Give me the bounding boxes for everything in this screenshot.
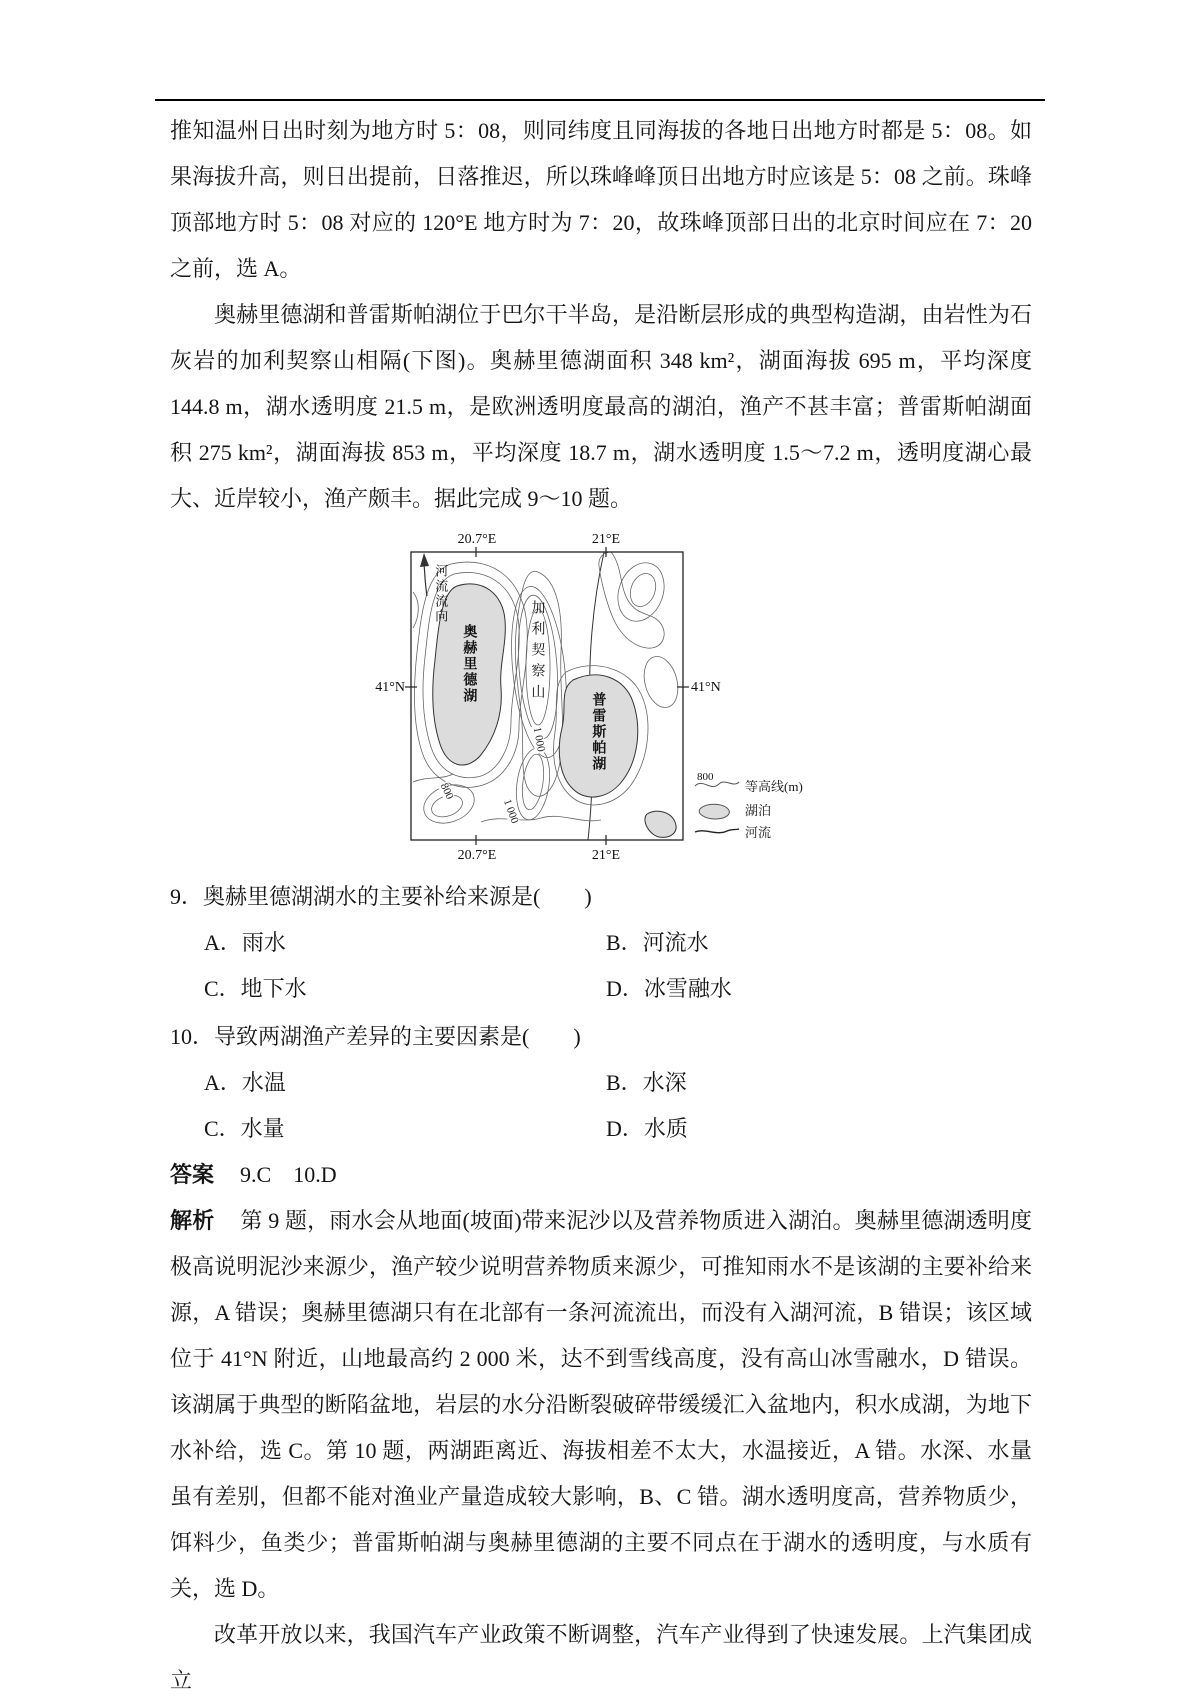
q9-option-d: D．冰雪融水: [606, 976, 732, 1001]
legend-lake-symbol: [699, 804, 729, 819]
paragraph-lakes-intro: 奥赫里德湖和普雷斯帕湖位于巴尔干半岛，是沿断层形成的典型构造湖，由岩性为石灰岩的加利契察山相隔(下图)。奥赫里德湖面积 348 km²，湖面海拔 695 m，平均深度 144.8 m，湖水透明度 21.5 m，是欧洲透明度最高的湖泊，渔产不甚丰富；普雷斯帕湖面积 275 km²，湖面海拔 853 m，平均深度 18.7 m，湖水透明度 1.5～7.2 m，透明度湖心最大、近岸较小，渔产颇丰。据此完成 9～10 题。: [170, 302, 1032, 511]
lake-ohrid-label: 奥赫里德湖: [461, 624, 477, 704]
page-content: [170, 108, 1032, 1698]
mountain-galicica-label: 加利契察山: [529, 600, 545, 705]
legend-contour-value: 800: [697, 771, 714, 783]
lon-label-bottom-right: 21°E: [591, 848, 621, 863]
question-9-options: [170, 920, 1032, 1012]
q10-option-a: A．水温: [204, 1070, 286, 1095]
answer-value: 9.C 10.D: [240, 1162, 337, 1187]
lon-label-top-right: 21°E: [591, 532, 621, 547]
legend-river-symbol: [695, 829, 739, 833]
paragraph-auto-industry: 改革开放以来，我国汽车产业政策不断调整，汽车产业得到了快速发展。上汽集团成立: [170, 1622, 1032, 1693]
answer-label: 答案: [170, 1162, 215, 1187]
page-top-rule: [155, 99, 1045, 101]
lake-prespa-label: 普雷斯帕湖: [590, 692, 606, 772]
question-10-stem: 10．导致两湖渔产差异的主要因素是( ): [170, 1024, 581, 1049]
contour-value-800: 800: [437, 781, 456, 802]
q10-option-c: C．水量: [204, 1116, 285, 1141]
q9-option-a: A．雨水: [204, 930, 286, 955]
question-10-options: [170, 1060, 1032, 1152]
contour-value-1000-a: 1 000: [530, 726, 547, 753]
q9-option-b: B．河流水: [606, 930, 709, 955]
legend-contour-label: 等高线(m): [745, 779, 803, 794]
topographic-map-figure: [361, 532, 841, 870]
lon-label-top-left: 20.7°E: [457, 532, 497, 547]
legend-river-label: 河流: [745, 825, 772, 840]
legend-lake-label: 湖泊: [745, 803, 772, 818]
analysis-label: 解析: [170, 1208, 215, 1233]
analysis-text: 第 9 题，雨水会从地面(坡面)带来泥沙以及营养物质进入湖泊。奥赫里德湖透明度极高说明泥沙来源少，渔产较少说明营养物质来源少，可推知雨水不是该湖的主要补给来源，A 错误；奥赫里德湖只有在北部有一条河流流出，而没有入湖河流，B 错误；该区域位于 41°N 附近，山地最高约 2 000 米，达不到雪线高度，没有高山冰雪融水，D 错误。该湖属于典型的断陷盆地，岩层的水分沿断裂破碎带缓缓汇入盆地内，积水成湖，为地下水补给，选 C。第 10 题，两湖距离近、海拔相差不太大，水温接近，A 错。水深、水量虽有差别，但都不能对渔业产量造成较大影响，B、C 错。湖水透明度高，营养物质少，饵料少，鱼类少；普雷斯帕湖与奥赫里德湖的主要不同点在于湖水的透明度，与水质有关，选 D。: [170, 1208, 1032, 1601]
answer-line: [170, 1152, 1032, 1198]
q9-option-c: C．地下水: [204, 976, 307, 1001]
lat-label-left: 41°N: [375, 680, 405, 695]
small-lake-shape: [645, 811, 676, 837]
lon-label-bottom-left: 20.7°E: [457, 848, 497, 863]
q10-option-b: B．水深: [606, 1070, 687, 1095]
contour-value-1000-b: 1 000: [500, 797, 521, 826]
river-flow-arrow: [420, 553, 429, 596]
paragraph-sunrise-analysis: 推知温州日出时刻为地方时 5：08，则同纬度且同海拔的各地日出地方时都是 5：08。如果海拔升高，则日出提前，日落推迟，所以珠峰峰顶日出地方时应该是 5：08 之前。珠峰顶部地方时 5：08 对应的 120°E 地方时为 7：20，故珠峰顶部日出的北京时间应在 7：20 之前，选 A。: [170, 118, 1032, 281]
question-9-stem: 9．奥赫里德湖湖水的主要补给来源是( ): [170, 884, 592, 909]
legend-symbols: [695, 782, 739, 833]
q10-option-d: D．水质: [606, 1116, 688, 1141]
river-flow-label: 河流流向: [433, 564, 449, 624]
lat-label-right: 41°N: [691, 680, 721, 695]
analysis-paragraph: [170, 1198, 1032, 1612]
